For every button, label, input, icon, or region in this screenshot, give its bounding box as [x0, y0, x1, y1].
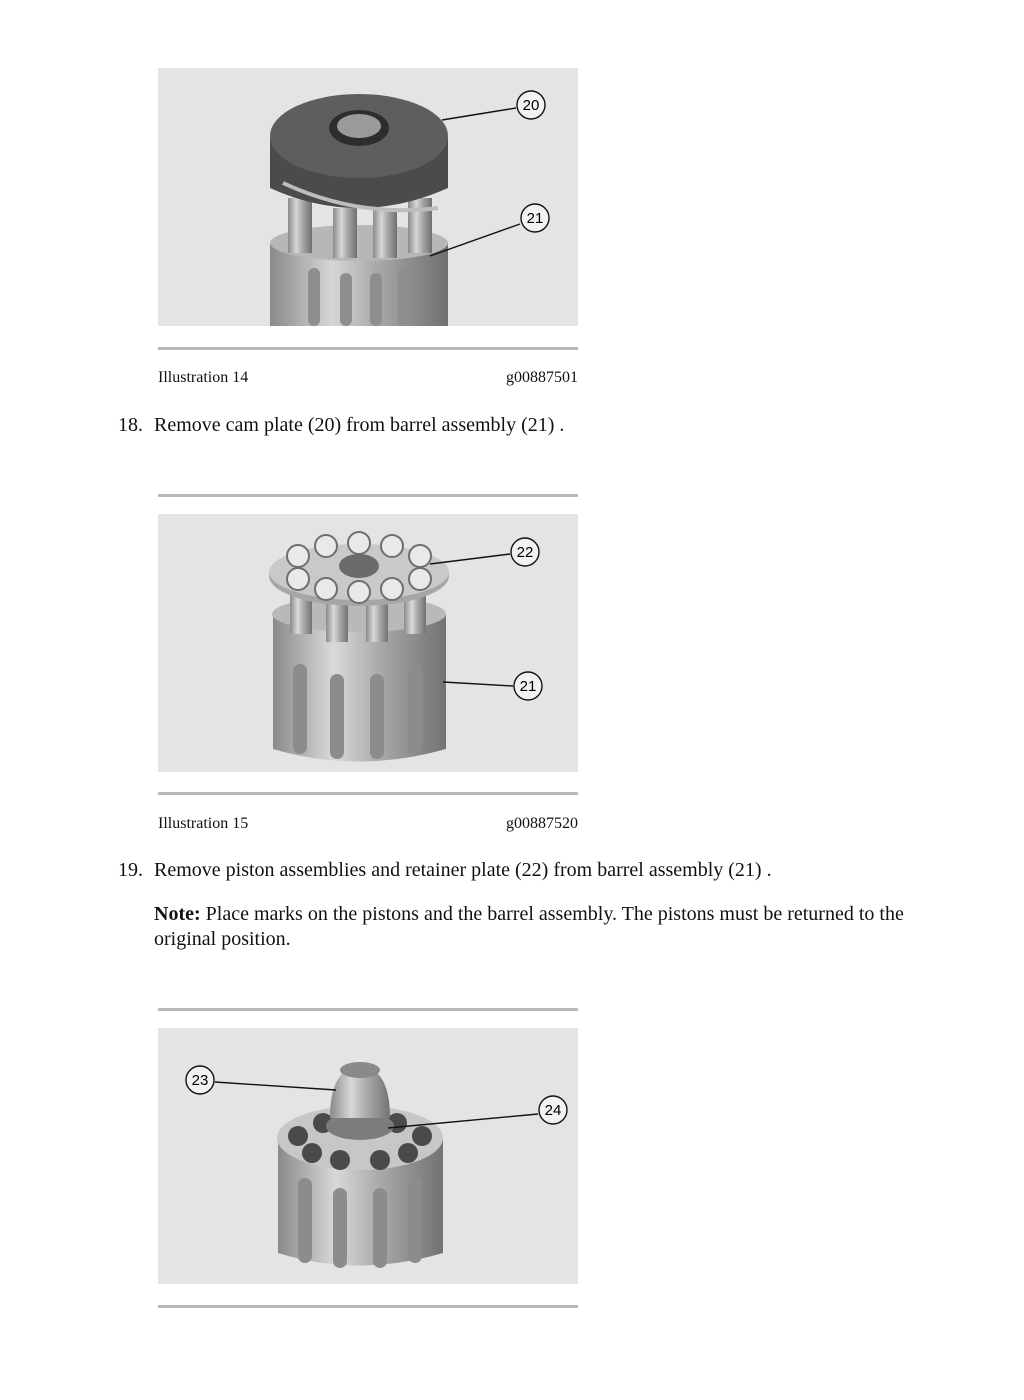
illustration-label: Illustration 15 — [158, 815, 249, 832]
illustration-label: Illustration 14 — [158, 369, 249, 386]
divider — [158, 494, 578, 497]
step-number: 18. — [118, 414, 143, 436]
callout-22: 22 — [516, 544, 534, 561]
callout-21: 21 — [526, 210, 544, 227]
callout-23: 23 — [191, 1072, 209, 1089]
step-text: Remove cam plate (20) from barrel assembly (21) . — [154, 414, 565, 436]
illustration-code: g00887501 — [506, 369, 578, 386]
step-text: Remove piston assemblies and retainer plate (22) from barrel assembly (21) . — [154, 859, 772, 881]
illustration-code: g00887520 — [506, 815, 578, 832]
illustration-16-photo — [158, 1028, 578, 1284]
step-number: 19. — [118, 859, 143, 881]
note-paragraph — [154, 902, 914, 952]
step-19 — [118, 858, 918, 883]
step-18 — [118, 413, 918, 438]
note-label: Note: — [154, 903, 201, 925]
divider — [158, 1305, 578, 1308]
divider — [158, 792, 578, 795]
callout-24: 24 — [544, 1102, 562, 1119]
illustration-15-photo — [158, 514, 578, 772]
callout-21: 21 — [519, 678, 537, 695]
note-text: Place marks on the pistons and the barrel assembly. The pistons must be returned to the original position. — [154, 903, 904, 950]
divider — [158, 347, 578, 350]
illustration-14-photo — [158, 68, 578, 326]
callout-20: 20 — [522, 97, 540, 114]
divider — [158, 1008, 578, 1011]
